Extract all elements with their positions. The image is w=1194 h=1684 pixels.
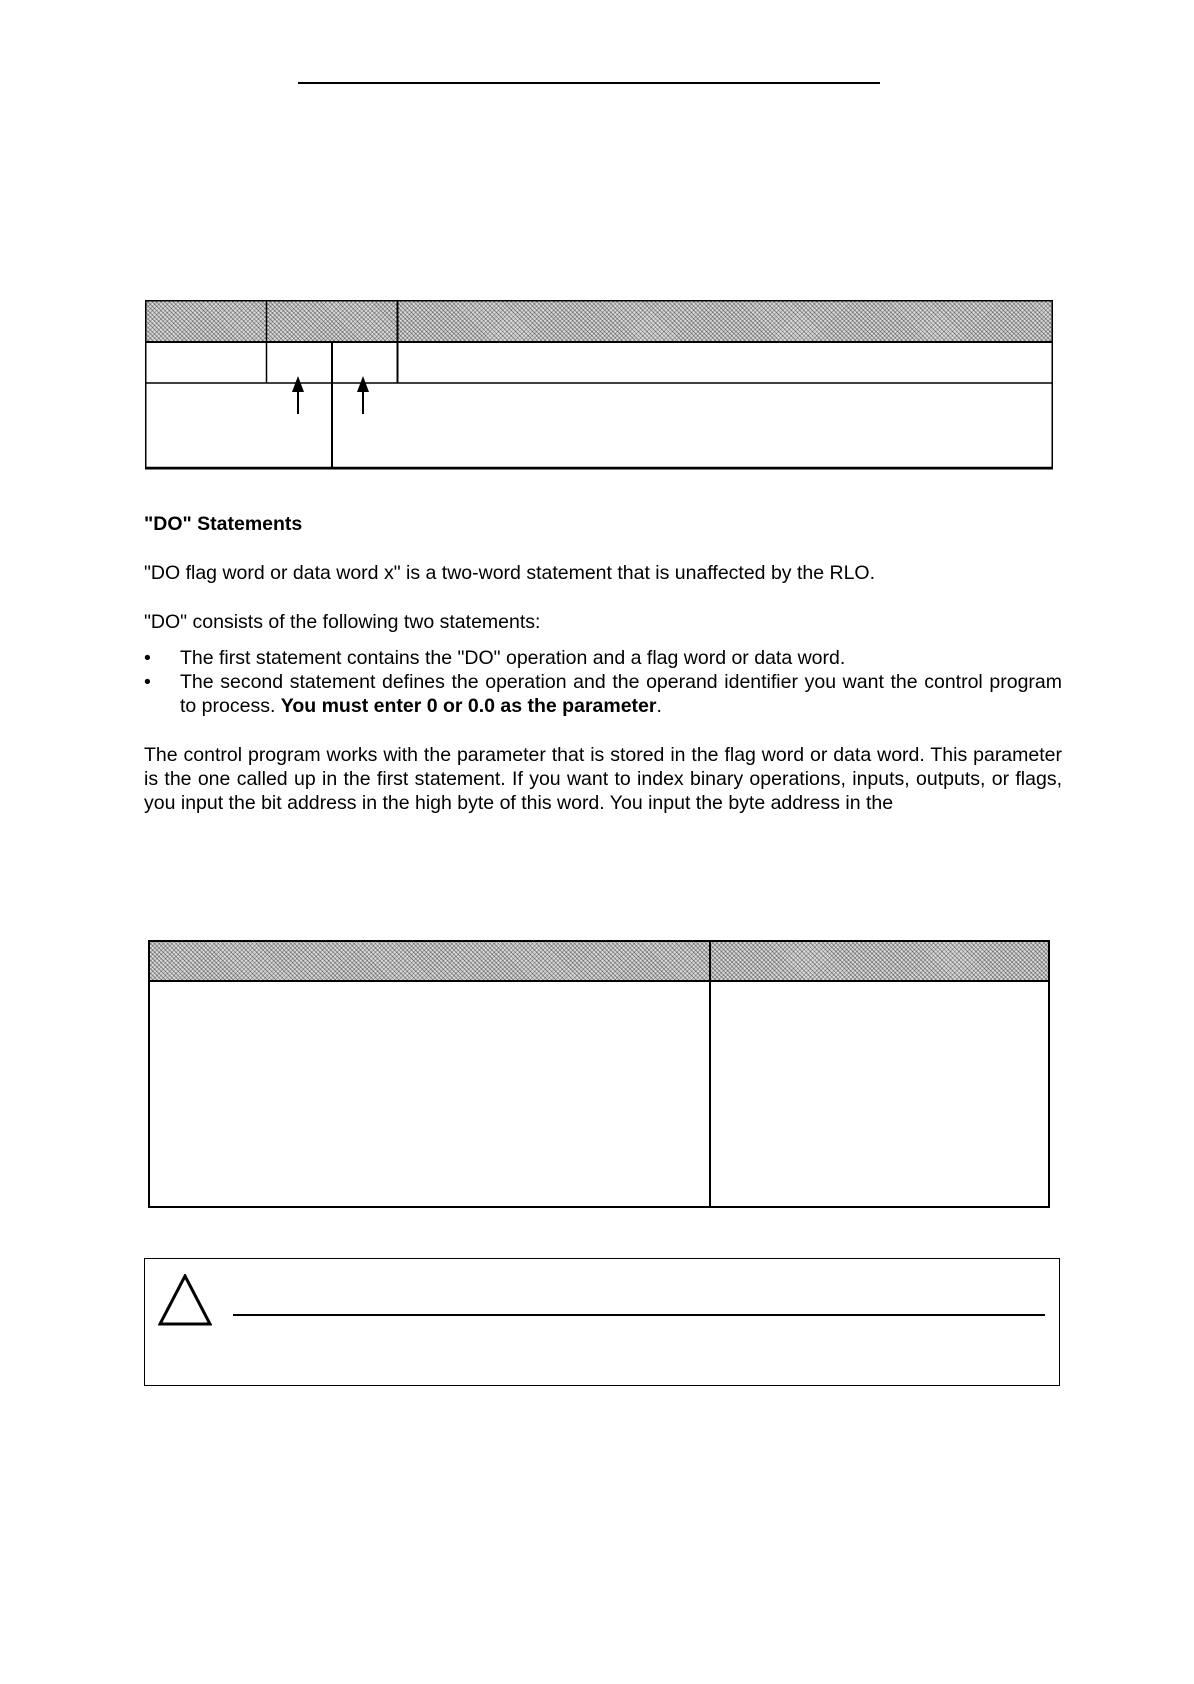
arrow-up-icon (291, 376, 305, 416)
bullet-list (144, 646, 1062, 718)
section-heading: "DO" Statements (144, 513, 303, 535)
intro-paragraph: "DO flag word or data word x" is a two-word statement that is unaffected by the RLO. (144, 562, 875, 584)
warning-triangle-icon (158, 1274, 212, 1326)
header-rule (298, 82, 880, 84)
body-paragraph: The control program works with the parameter that is stored in the flag word or data word. This parameter is the one called up in the first statement. If you want to index binary operations, inputs, outputs, or flags, you input the bit address in the high byte of this word. You input the byte address in the (144, 744, 1062, 814)
warning-box (144, 1258, 1060, 1386)
bullet-glyph: • (144, 647, 151, 669)
lead-paragraph: "DO" consists of the following two statements: (144, 611, 541, 633)
parameter-table-grid (148, 940, 1050, 1208)
emphasis-text: You must enter 0 or 0.0 as the parameter (280, 695, 657, 717)
list-item (144, 670, 1062, 718)
parameter-table (148, 940, 1050, 1208)
format-table (145, 300, 1053, 470)
arrow-up-icon (356, 376, 370, 416)
format-table-grid (145, 300, 1053, 470)
list-item (144, 646, 1062, 670)
bullet-text: The second statement defines the operation and the operand identifier you want the control program to process. You must enter 0 or 0.0 as the parameter. (180, 671, 1062, 717)
warning-rule (233, 1314, 1045, 1316)
bullet-glyph: • (144, 671, 151, 693)
bullet-text: The first statement contains the "DO" operation and a flag word or data word. (180, 647, 846, 669)
